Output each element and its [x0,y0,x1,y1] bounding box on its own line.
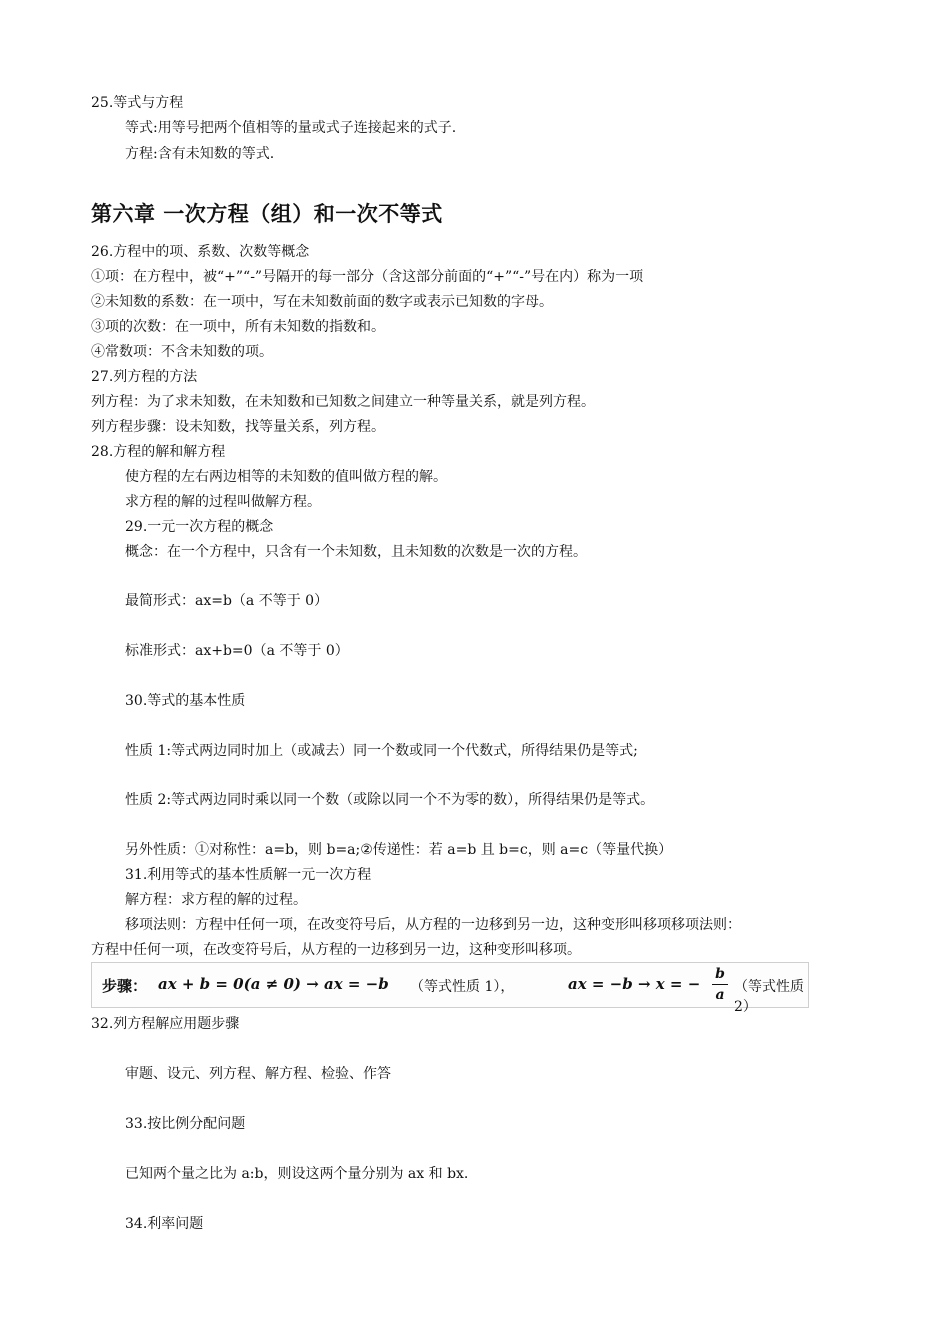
text-29a: 概念：在一个方程中，只含有一个未知数，且未知数的次数是一次的方程。 [125,544,587,560]
text-30c: 另外性质：①对称性：a=b，则 b=a;②传递性：若 a=b 且 b=c，则 a=c（等量代换） [125,842,673,858]
fraction-b-over-a [712,965,728,1004]
text-32a: 审题、设元、列方程、解方程、检验、作答 [125,1066,391,1082]
text-30a: 性质 1:等式两边同时加上（或减去）同一个数或同一个代数式，所得结果仍是等式; [125,743,638,759]
heading-27: 27.列方程的方法 [91,369,198,385]
text-31b: 移项法则：方程中任何一项，在改变符号后，从方程的一边移到另一边，这种变形叫移项移项法则： [125,917,741,933]
text-26c: ③项的次数：在一项中，所有未知数的指数和。 [91,319,385,335]
steps-equation-2: ax = −b → x = − [568,975,701,993]
text-28a: 使方程的左右两边相等的未知数的值叫做方程的解。 [125,469,447,485]
heading-28: 28.方程的解和解方程 [91,444,226,460]
heading-34: 34.利率问题 [125,1216,204,1232]
heading-33: 33.按比例分配问题 [125,1116,246,1132]
heading-25: 25.等式与方程 [91,95,184,111]
fraction-bar [712,984,728,985]
steps-equation-1: ax + b = 0(a ≠ 0) → ax = −b [158,975,389,993]
heading-32: 32.列方程解应用题步骤 [91,1016,240,1032]
chapter-title: 第六章 一次方程（组）和一次不等式 [91,202,443,226]
heading-31: 31.利用等式的基本性质解一元一次方程 [125,867,372,883]
steps-note-2: （等式性质 2） [734,979,804,1015]
text-26a: ①项：在方程中，被“+”“-”号隔开的每一部分（含这部分前面的“+”“-”号在内）称为一项 [91,269,644,285]
heading-26: 26.方程中的项、系数、次数等概念 [91,244,310,260]
text-33a: 已知两个量之比为 a:b，则设这两个量分别为 ax 和 bx. [125,1166,469,1182]
text-30b: 性质 2:等式两边同时乘以同一个数（或除以同一个不为零的数），所得结果仍是等式。 [125,792,655,808]
text-29c: 标准形式：ax+b=0（a 不等于 0） [125,643,349,659]
text-27a: 列方程：为了求未知数，在未知数和已知数之间建立一种等量关系，就是列方程。 [91,394,595,410]
fraction-denominator: a [715,987,725,1003]
text-31c: 方程中任何一项，在改变符号后，从方程的一边移到另一边，这种变形叫移项。 [91,942,581,958]
text-25a: 等式:用等号把两个值相等的量或式子连接起来的式子. [125,120,457,136]
heading-29: 29.一元一次方程的概念 [125,519,274,535]
fraction-numerator: b [715,966,725,982]
text-31a: 解方程：求方程的解的过程。 [125,892,307,908]
steps-note-1: （等式性质 1）， [410,979,515,995]
text-29b: 最简形式：ax=b（a 不等于 0） [125,593,329,609]
text-26b: ②未知数的系数：在一项中，写在未知数前面的数字或表示已知数的字母。 [91,294,553,310]
steps-label: 步骤： [102,977,148,995]
steps-formula-image [91,962,809,1015]
text-26d: ④常数项：不含未知数的项。 [91,344,273,360]
heading-30: 30.等式的基本性质 [125,693,246,709]
text-28b: 求方程的解的过程叫做解方程。 [125,494,321,510]
text-27b: 列方程步骤：设未知数，找等量关系，列方程。 [91,419,385,435]
text-25b: 方程:含有未知数的等式. [125,146,275,162]
